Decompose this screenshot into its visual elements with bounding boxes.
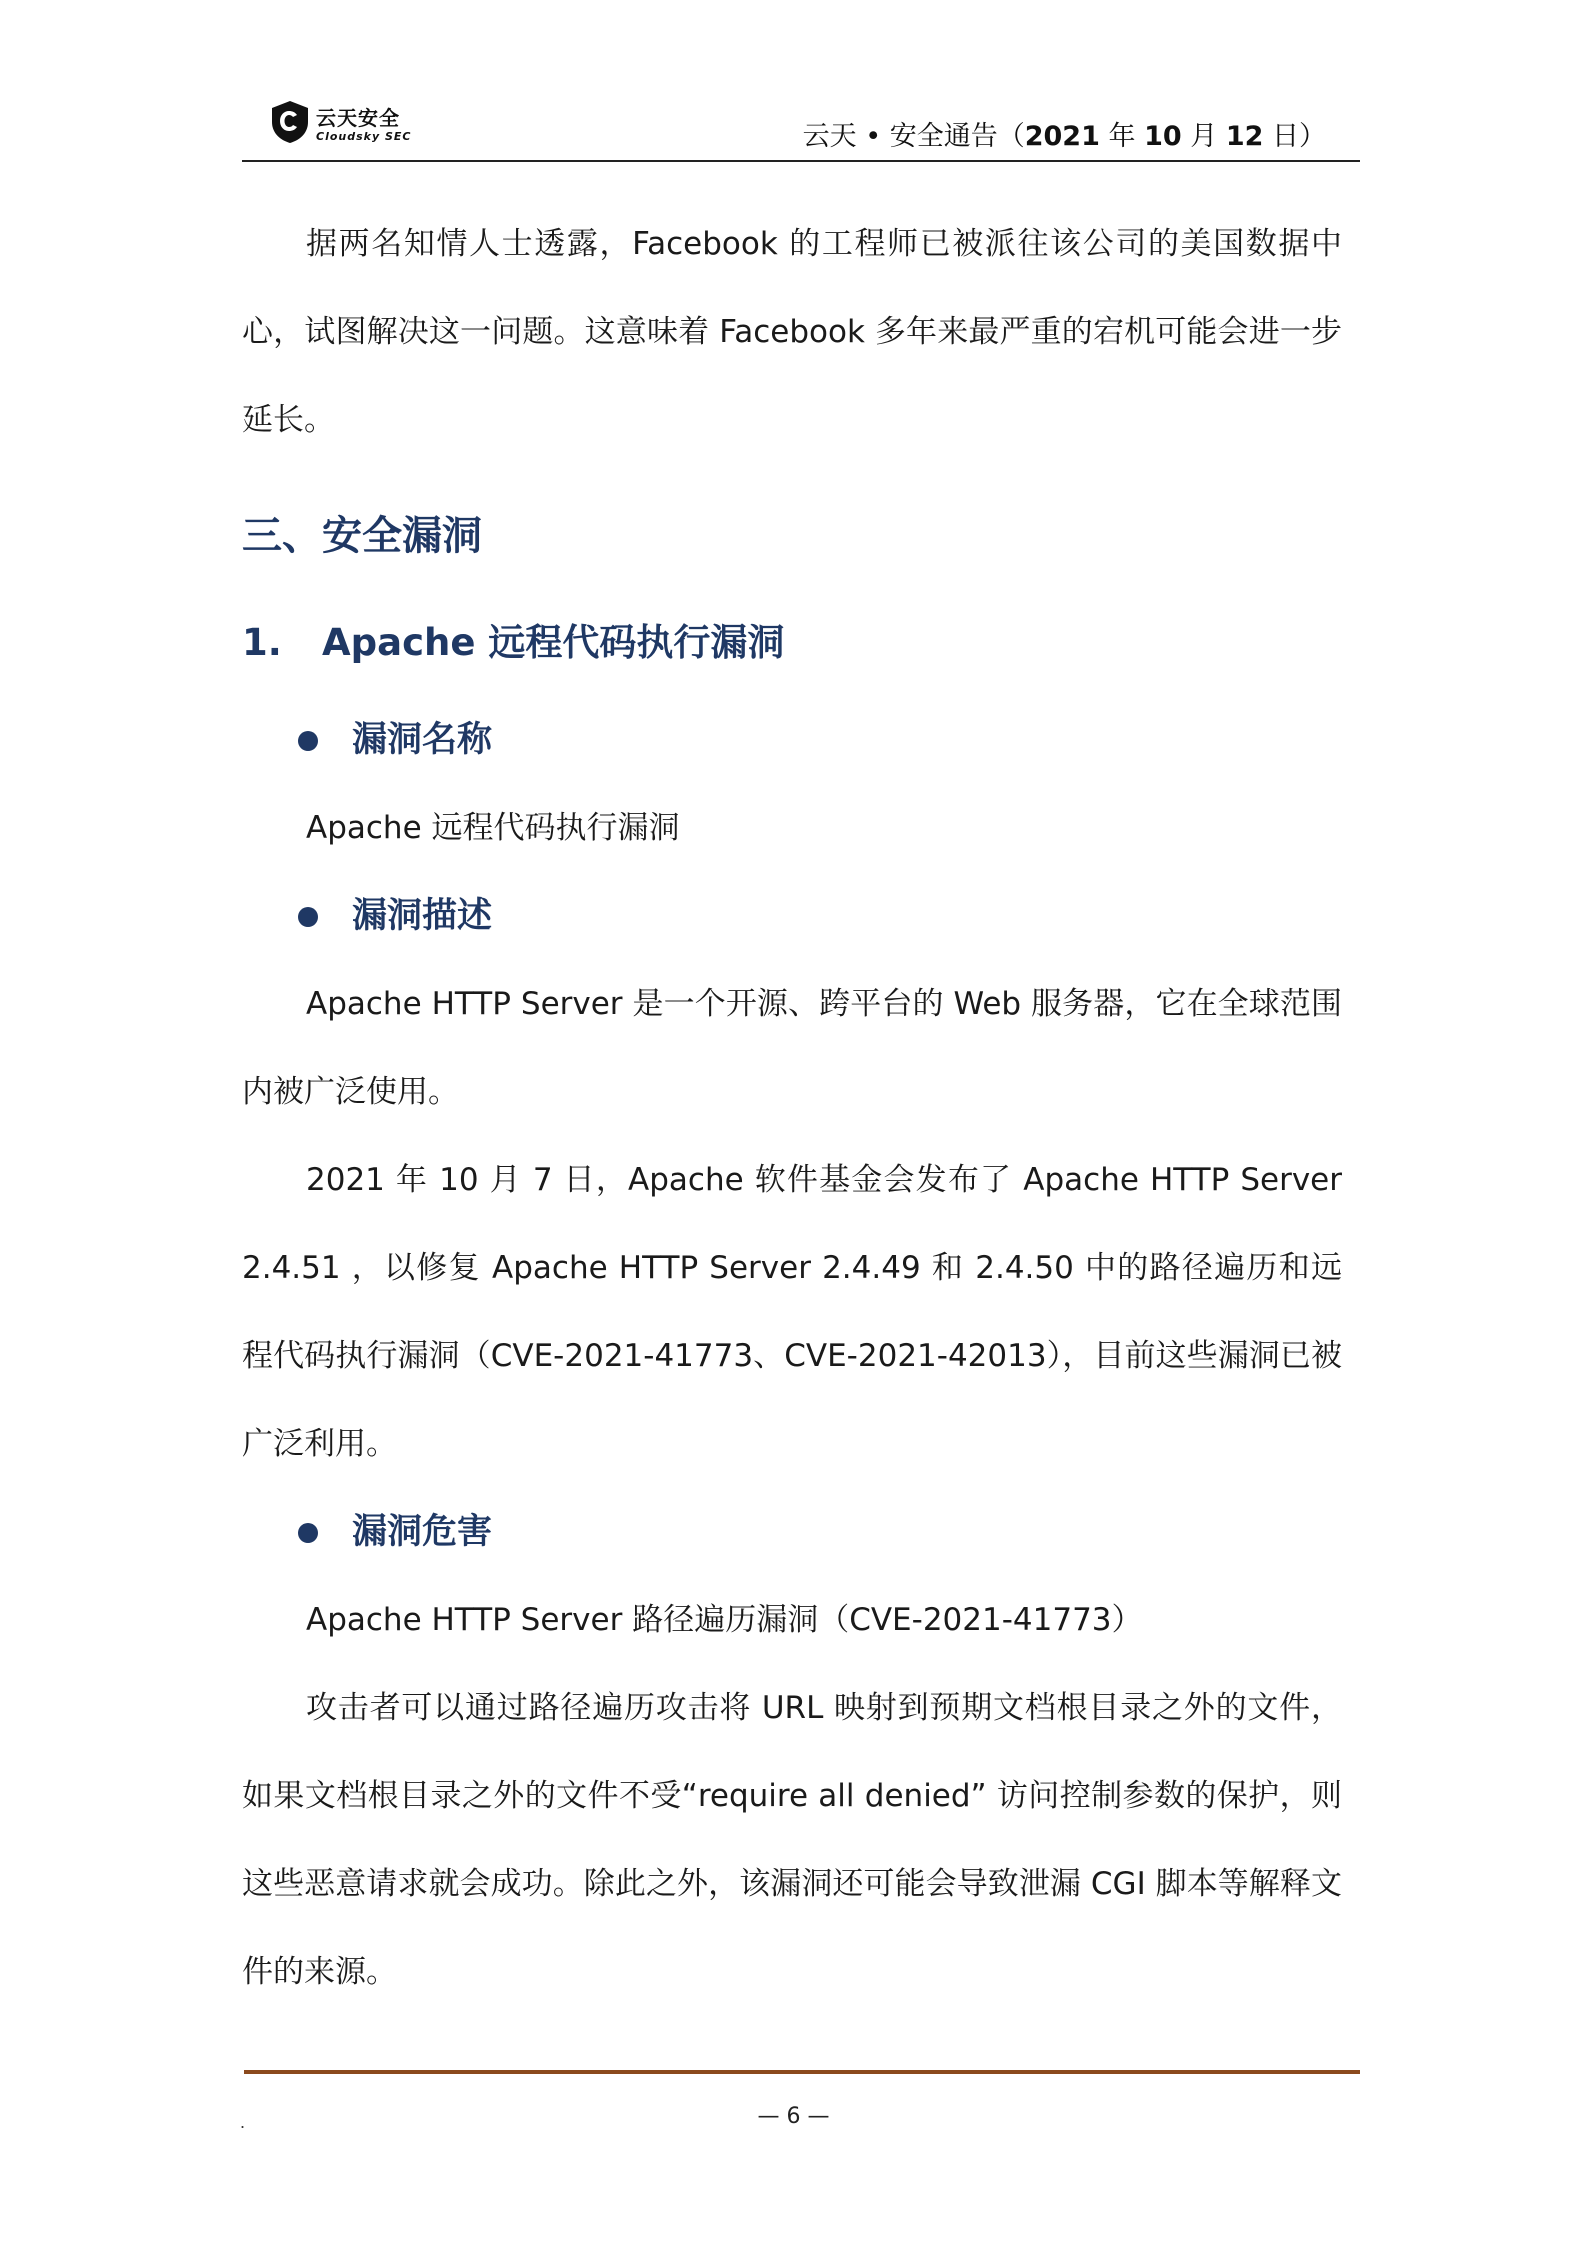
bulletin-month-unit: 月 — [1190, 121, 1218, 152]
vuln-desc-heading-text: 漏洞描述 — [352, 896, 493, 936]
section-title: 三、安全漏洞 — [242, 513, 482, 559]
vuln-harm-heading-text: 漏洞危害 — [352, 1512, 493, 1552]
main-content — [242, 200, 1342, 2016]
bulletin-year-unit: 年 — [1108, 121, 1136, 152]
bullet-icon — [298, 907, 318, 927]
vulnerability-heading — [242, 590, 1342, 696]
page-number: — 6 — — [757, 2104, 830, 2129]
bulletin-month: 10 — [1144, 121, 1182, 152]
company-logo — [270, 100, 430, 150]
shield-logo-icon — [270, 100, 310, 144]
vuln-desc-paragraph-2: 2021 年 10 月 7 日，Apache 软件基金会发布了 Apache HTTP Server 2.4.51 ，以修复 Apache HTTP Server 2.4.49 和 2.4.50 中的路径遍历和远程代码执行漏洞（CVE-2021-41773、CVE-2021-42013），目前这些漏洞已被广泛利用。 — [242, 1162, 1342, 1462]
bulletin-year: 2021 — [1024, 121, 1100, 152]
bulletin-day: 12 — [1225, 121, 1264, 152]
vuln-name-heading — [242, 696, 1342, 784]
vulnerability-number: 1. — [242, 621, 282, 664]
footer-divider — [244, 2070, 1360, 2074]
vuln-harm-subtitle: Apache HTTP Server 路径遍历漏洞（CVE-2021-41773） — [306, 1602, 1143, 1638]
intro-paragraph: 据两名知情人士透露，Facebook 的工程师已被派往该公司的美国数据中心，试图解决这一问题。这意味着 Facebook 多年来最严重的宕机可能会进一步延长。 — [242, 226, 1342, 438]
bullet-icon — [298, 731, 318, 751]
vuln-desc-heading — [242, 872, 1342, 960]
bulletin-day-unit: 日） — [1272, 121, 1326, 152]
bulletin-title-prefix: 云天 • 安全通告（ — [802, 121, 1025, 152]
logo-chinese-text: 云天安全 — [316, 106, 400, 130]
page-header — [242, 92, 1360, 162]
bulletin-title — [803, 114, 1326, 153]
vuln-harm-heading — [242, 1488, 1342, 1576]
vulnerability-title: Apache 远程代码执行漏洞 — [322, 621, 785, 664]
vuln-name-value: Apache 远程代码执行漏洞 — [306, 810, 680, 846]
bullet-icon — [298, 1523, 318, 1543]
footer-dot: . — [240, 2112, 246, 2132]
logo-english-text: Cloudsky SEC — [316, 130, 412, 143]
vuln-desc-paragraph-1: Apache HTTP Server 是一个开源、跨平台的 Web 服务器，它在全球范围内被广泛使用。 — [242, 986, 1342, 1110]
header-divider — [242, 160, 1360, 162]
vuln-name-heading-text: 漏洞名称 — [352, 720, 493, 760]
vuln-harm-paragraph: 攻击者可以通过路径遍历攻击将 URL 映射到预期文档根目录之外的文件，如果文档根目录之外的文件不受“require all denied” 访问控制参数的保护，则这些恶意请求就会成功。除此之外，该漏洞还可能会导致泄漏 CGI 脚本等解释文件的来源。 — [242, 1690, 1342, 1990]
